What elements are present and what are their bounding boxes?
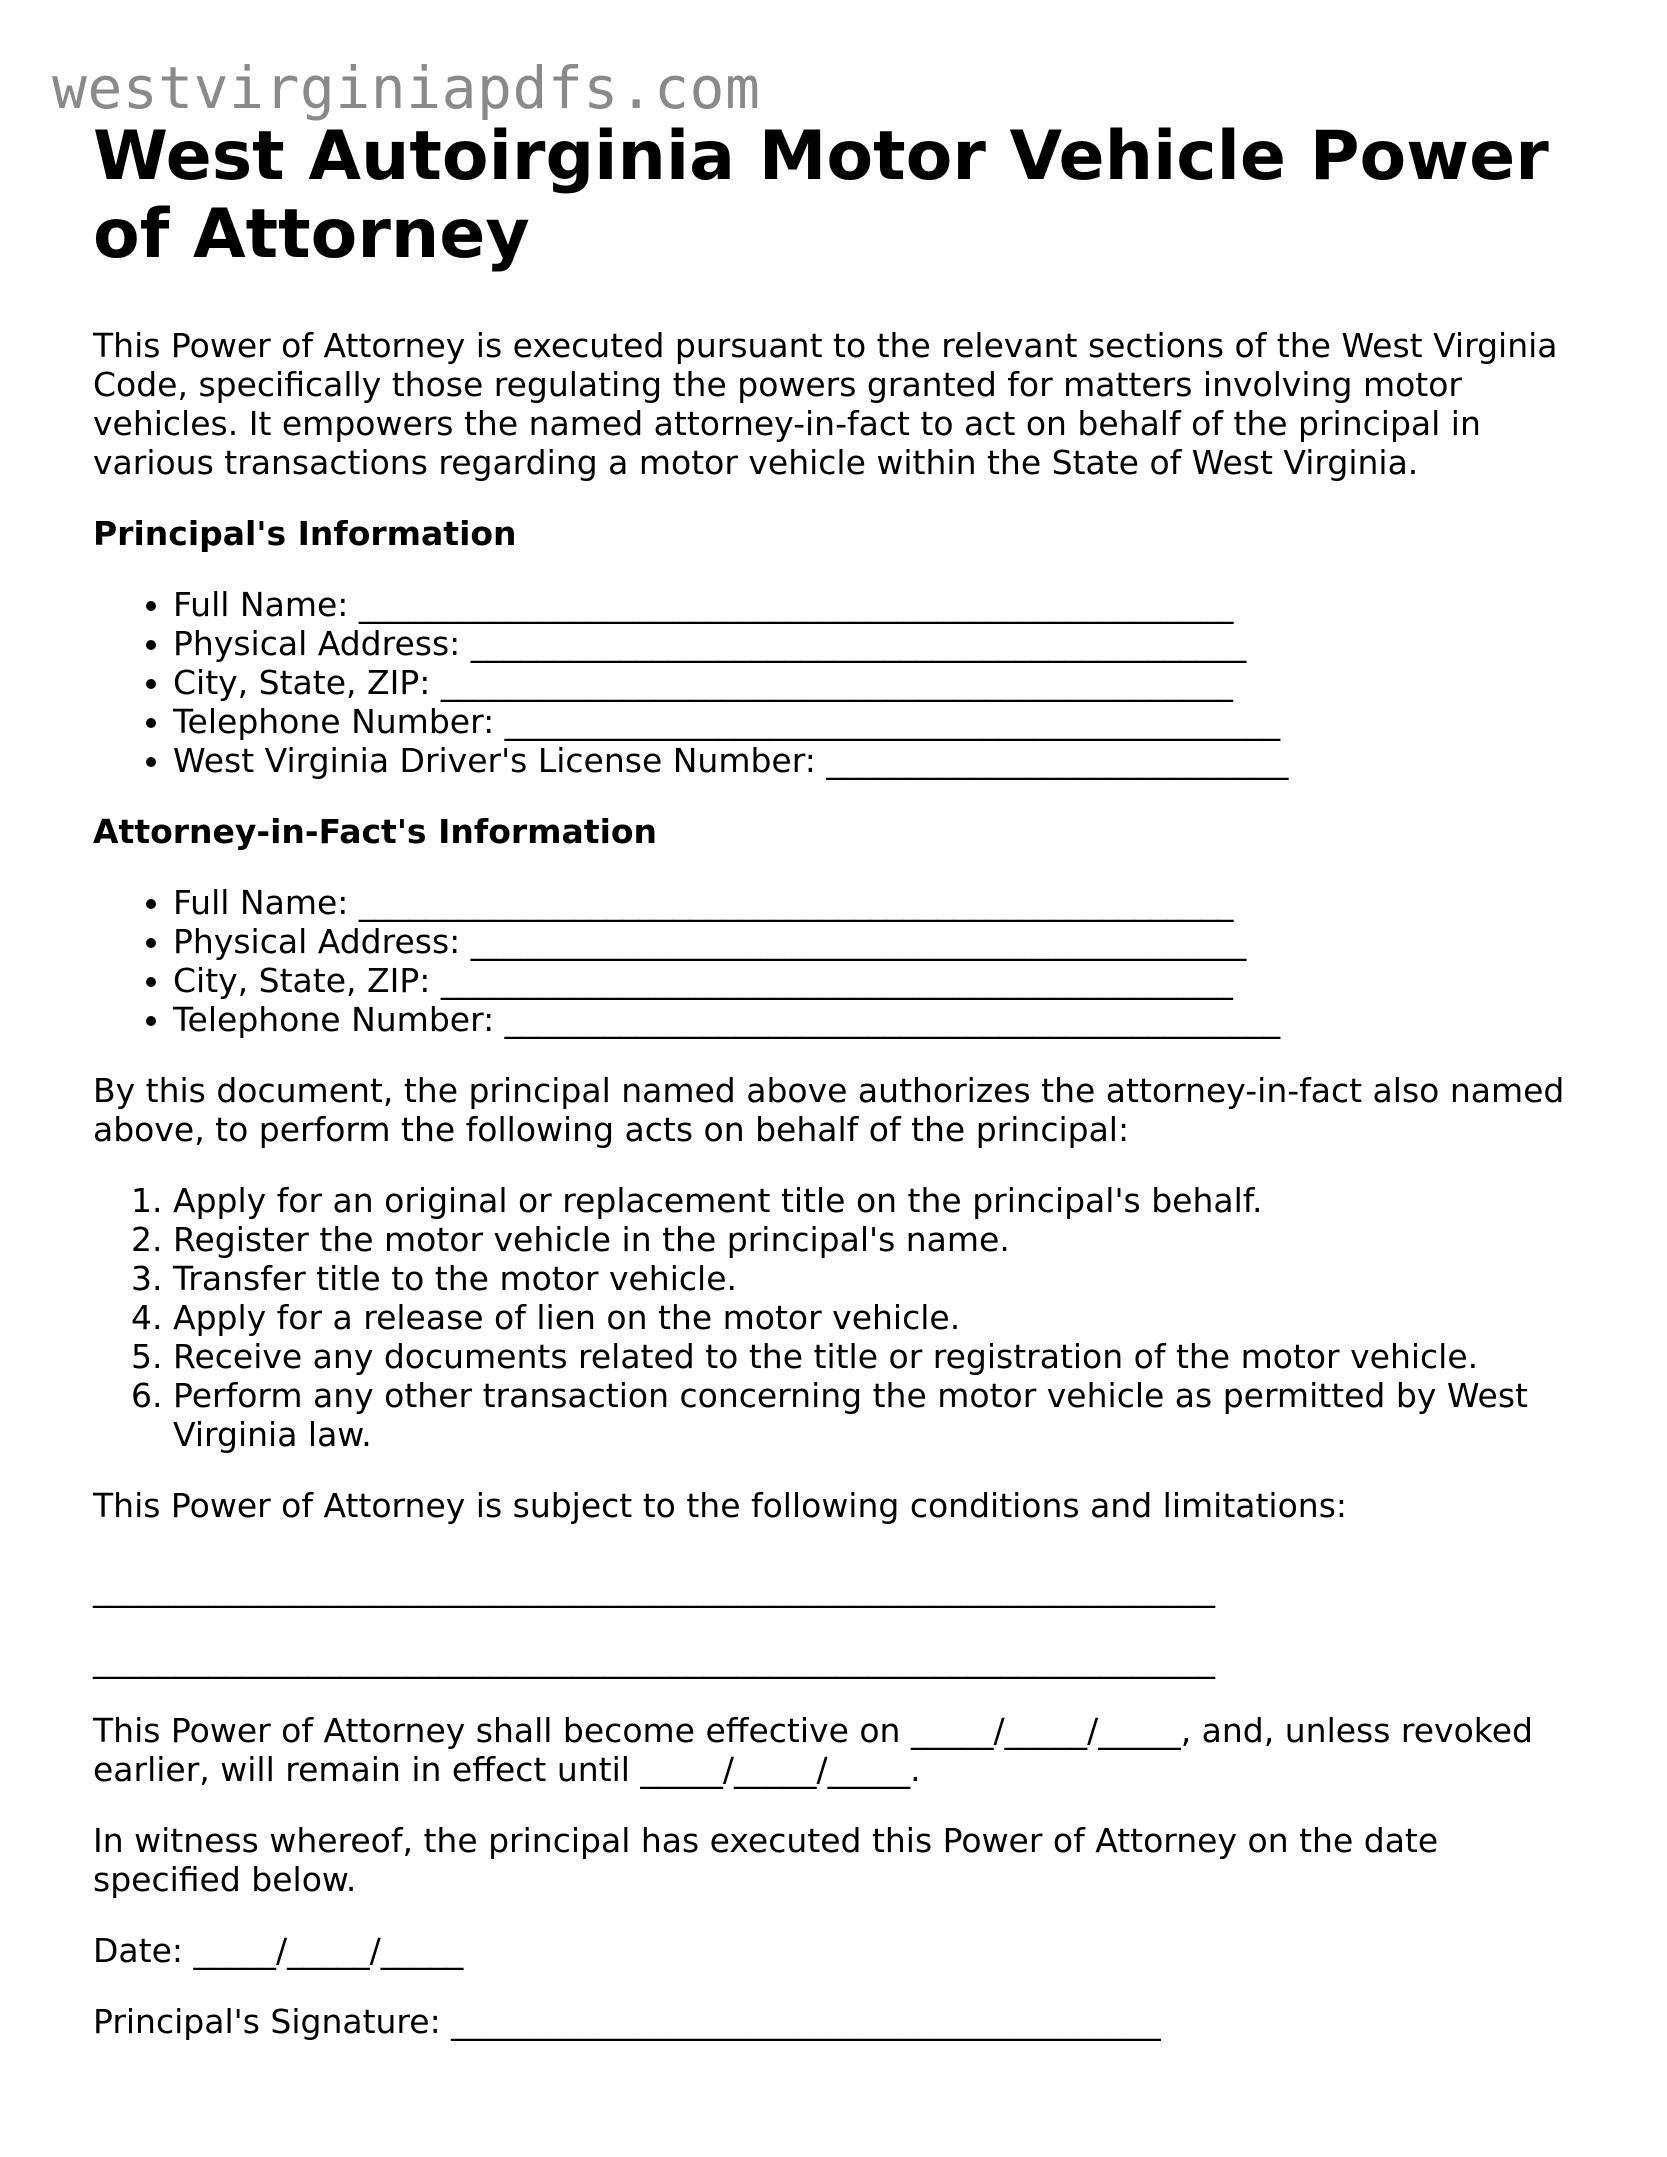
conditions-blank-line: ____________________________________________________________________ — [93, 1569, 1215, 1608]
authorized-acts-list — [93, 1181, 1593, 1454]
principal-info-heading: Principal's Information — [93, 514, 517, 553]
site-watermark: westvirginiapdfs.com — [52, 54, 761, 122]
principal-full-name-field: • Full Name: _____________________________________________________ — [173, 585, 1593, 624]
attorney-address-field: • Physical Address: _______________________________________________ — [173, 922, 1593, 961]
attorney-full-name-field: • Full Name: _____________________________________________________ — [173, 883, 1593, 922]
conditions-blank-line: ____________________________________________________________________ — [93, 1640, 1215, 1679]
attorney-telephone-field: • Telephone Number: _______________________________________________ — [173, 1000, 1593, 1039]
witness-paragraph: In witness whereof, the principal has executed this Power of Attorney on the date specified below. — [93, 1821, 1439, 1899]
act-item: 2. Register the motor vehicle in the principal's name. — [173, 1220, 1593, 1259]
conditions-paragraph: This Power of Attorney is subject to the following conditions and limitations: — [93, 1486, 1347, 1525]
attorney-info-heading: Attorney-in-Fact's Information — [93, 812, 658, 851]
act-item: 4. Apply for a release of lien on the motor vehicle. — [173, 1298, 1593, 1337]
attorney-city-state-zip-field: • City, State, ZIP: ________________________________________________ — [173, 961, 1593, 1000]
effective-date-paragraph: This Power of Attorney shall become effective on _____/_____/_____, and, unless revoked earlier, will remain in effect until _____/_____/_____. — [93, 1711, 1533, 1789]
act-item: 1. Apply for an original or replacement title on the principal's behalf. — [173, 1181, 1593, 1220]
attorney-info-list — [93, 883, 1593, 1039]
principal-license-field: • West Virginia Driver's License Number: ____________________________ — [173, 741, 1593, 780]
document-page — [93, 118, 1593, 2041]
principal-signature-line: Principal's Signature: ___________________________________________ — [93, 2002, 1161, 2041]
principal-city-state-zip-field: • City, State, ZIP: ________________________________________________ — [173, 663, 1593, 702]
act-item: 6. Perform any other transaction concerning the motor vehicle as permitted by West Virginia law. — [173, 1376, 1593, 1454]
date-line: Date: _____/_____/_____ — [93, 1931, 464, 1970]
act-item: 3. Transfer title to the motor vehicle. — [173, 1259, 1593, 1298]
intro-paragraph: This Power of Attorney is executed pursuant to the relevant sections of the West Virginia Code, specifically those regulating the powers granted for matters involving motor vehicles. It empowers the named attorney-in-fact to act on behalf of the principal in various transactions regarding a motor vehicle within the State of West Virginia. — [93, 326, 1558, 482]
document-title: West Autoirginia Motor Vehicle Power of Attorney — [93, 117, 1549, 274]
principal-address-field: • Physical Address: _______________________________________________ — [173, 624, 1593, 663]
grant-paragraph: By this document, the principal named above authorizes the attorney-in-fact also named above, to perform the following acts on behalf of the principal: — [93, 1071, 1565, 1149]
principal-telephone-field: • Telephone Number: _______________________________________________ — [173, 702, 1593, 741]
act-item: 5. Receive any documents related to the title or registration of the motor vehicle. — [173, 1337, 1593, 1376]
principal-info-list — [93, 585, 1593, 780]
